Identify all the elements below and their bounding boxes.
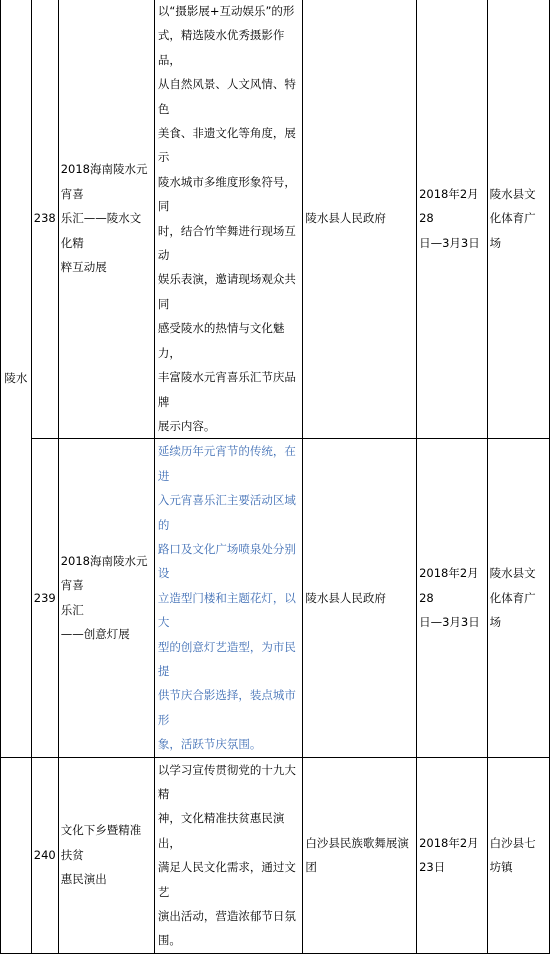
event-description: 以学习宣传贯彻党的十九大精 神，文化精准扶贫惠民演出， 满足人民文化需求，通过文艺 演出活动，营造浓郁节日氛 围。 [154,757,303,953]
row-number: 240 [31,757,58,953]
event-time: 2018年2月23日 [417,757,488,953]
organizer: 白沙县民族歌舞展演团 [303,757,417,953]
event-name: 2018海南陵水元宵喜 乐汇——陵水文化精 粹互动展 [58,0,154,439]
table-row [1,757,550,953]
organizer: 陵水县人民政府 [303,439,417,757]
event-place: 陵水县文 化体育广 场 [487,439,549,757]
organizer: 陵水县人民政府 [303,0,417,439]
event-place: 白沙县七 坊镇 [487,757,549,953]
event-time: 2018年2月28 日—3月3日 [417,439,488,757]
event-description: 延续历年元宵节的传统，在进 入元宵喜乐汇主要活动区域的 路口及文化广场喷泉处分别设 立造型门楼和主题花灯，以大 型的创意灯艺造型，为市民提 供节庆合影选择，装点城市形 象，活跃节庆氛围。 [154,439,303,757]
row-number: 238 [31,0,58,439]
event-name: 2018海南陵水元宵喜 乐汇 ——创意灯展 [58,439,154,757]
event-description: 以“摄影展+互动娱乐”的形 式，精选陵水优秀摄影作品， 从自然风景、人文风情、特色 美食、非遗文化等角度，展示 陵水城市多维度形象符号，同 时，结合竹竿舞进行现场互动 娱乐表演，邀请现场观众共同 感受陵水的热情与文化魅力， 丰富陵水元宵喜乐汇节庆品牌 展示内容。 [154,0,303,439]
row-number: 239 [31,439,58,757]
table-row [1,439,550,757]
region-cell [1,757,32,953]
table-row [1,0,550,439]
event-time: 2018年2月28 日—3月3日 [417,0,488,439]
event-name: 文化下乡暨精准扶贫 惠民演出 [58,757,154,953]
region-cell: 陵水 [1,0,32,757]
event-place: 陵水县文 化体育广 场 [487,0,549,439]
